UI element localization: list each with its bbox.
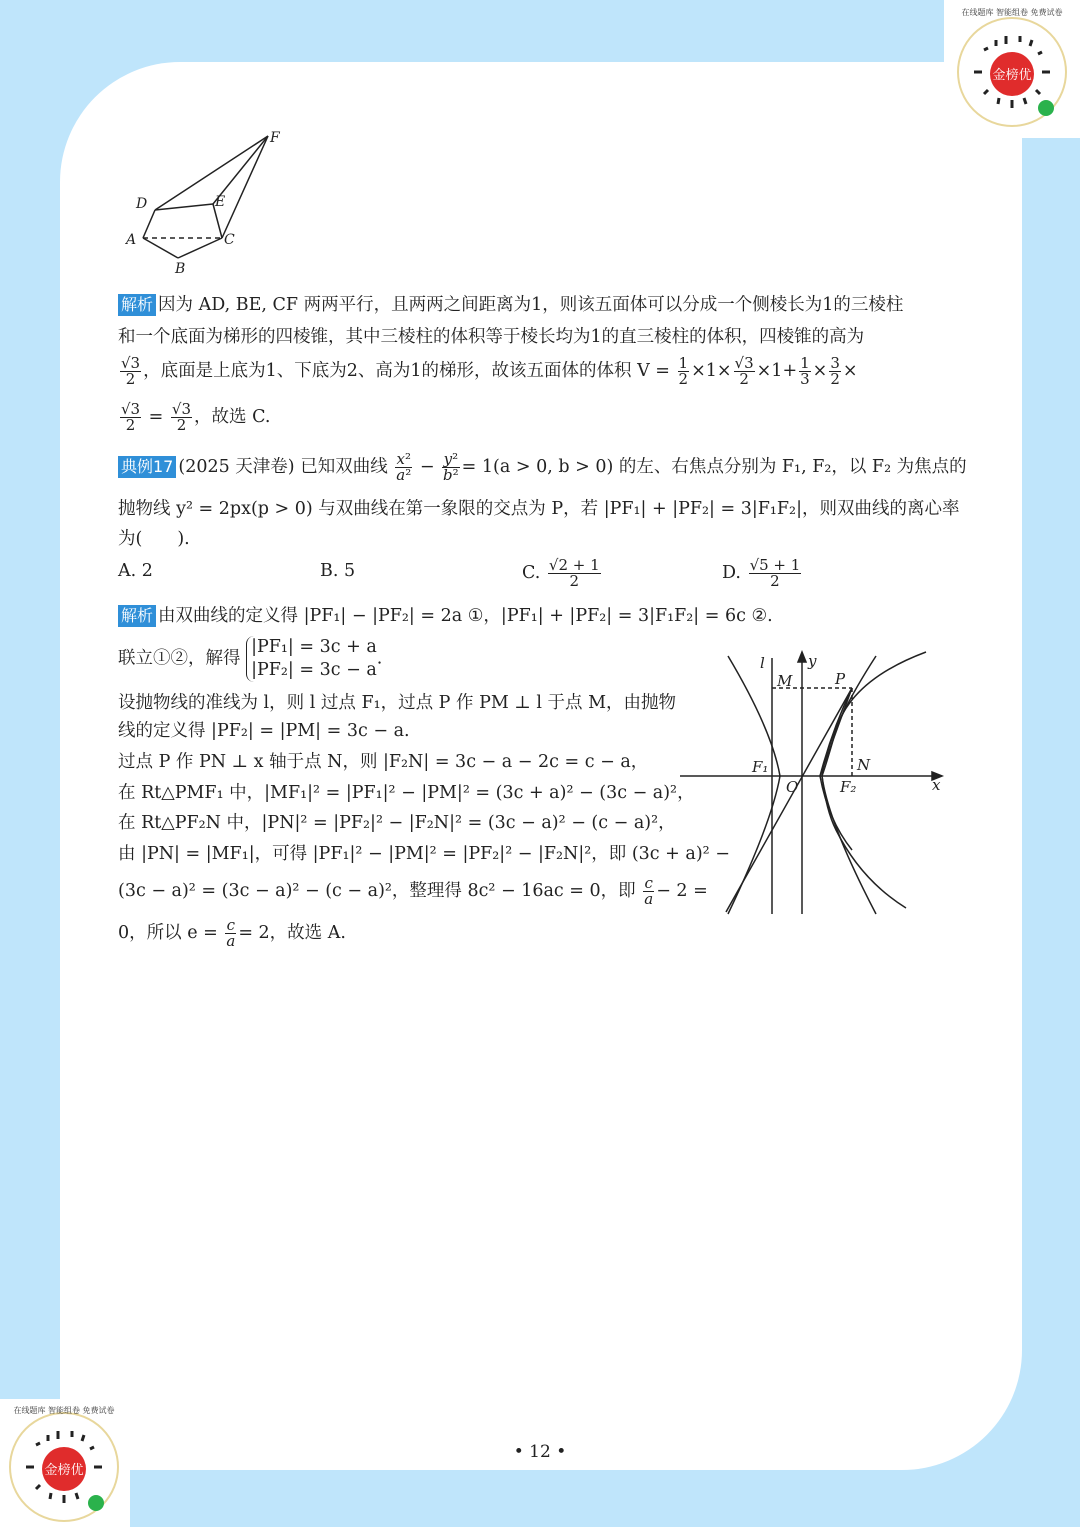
option-c: C. $\frac{√2 + 1}{2}$ [522, 556, 600, 590]
pentahedron-figure [118, 128, 298, 278]
label-B: B [175, 261, 186, 277]
qr-code-icon [0, 1399, 130, 1527]
option-d: D. $\frac{√5 + 1}{2}$ [722, 556, 801, 590]
qr-code-bottom[interactable] [0, 1399, 130, 1527]
qr-code-icon [944, 0, 1080, 138]
qr-arc-text: 在线题库 智能组卷 免费试卷 [13, 1406, 115, 1415]
option-a: A. 2 [118, 561, 153, 581]
sol2-line1: 解析 由双曲线的定义得 |PF₁| − |PF₂| = 2a ①，|PF₁| + |PF₂| = 3|F₁F₂| = 6c ②. [118, 603, 773, 629]
page-number: • 12 • [513, 1442, 567, 1462]
qr-code-top[interactable] [944, 0, 1080, 138]
ex17-line3: 为( ). [118, 529, 190, 549]
qr-badge-text: 金榜优 [44, 1463, 84, 1478]
label-F2: F₂ [840, 778, 857, 796]
sol2-line10: 0，所以 e = $\frac{c}{a}$ = 2，故选 A. [118, 916, 346, 950]
label-F1: F₁ [752, 758, 769, 776]
label-D: D [136, 196, 148, 212]
sol2-line3: 设抛物线的准线为 l，则 l 过点 F₁，过点 P 作 PM ⊥ l 于点 M，由抛物 [118, 693, 676, 713]
label-M: M [777, 672, 793, 690]
label-y: y [808, 652, 817, 670]
label-C: C [224, 232, 235, 248]
label-E: E [215, 194, 226, 210]
qr-badge-text: 金榜优 [992, 68, 1032, 83]
ex17-line1: 典例17 (2025 天津卷) 已知双曲线 $\frac{\text{x²}}{\text{a²}}$ − $\frac{\text{y²}}{\text{b²}}$ = 1(a > 0, b > 0) 的左、右焦点分别为 F₁, F₂，以 F₂ 为焦点的 [118, 452, 967, 483]
sol2-line8: 由 |PN| = |MF₁|，可得 |PF₁|² − |PM|² = |PF₂|² − |F₂N|²，即 (3c + a)² − [118, 844, 730, 864]
option-b: B. 5 [320, 561, 356, 581]
sol1-line4: $\frac{√3}{2}$ = $\frac{√3}{2}$ ，故选 C. [121, 400, 271, 434]
sol2-line7: 在 Rt△PF₂N 中，|PN|² = |PF₂|² − |F₂N|² = (3c − a)² − (c − a)²， [118, 813, 676, 833]
sol2-line2: 联立①②，解得 |PF₁| = 3c + a |PF₂| = 3c − a . [118, 637, 383, 680]
ex17-line2: 抛物线 y² = 2px(p > 0) 与双曲线在第一象限的交点为 P，若 |PF₁| + |PF₂| = 3|F₁F₂|，则双曲线的离心率 [118, 499, 960, 519]
sol2-line5: 过点 P 作 PN ⊥ x 轴于点 N，则 |F₂N| = 3c − a − 2c = c − a， [118, 752, 649, 772]
label-l: l [760, 654, 765, 672]
hyperbola-figure [676, 650, 946, 920]
label-x: x [932, 776, 941, 794]
sol2-line4: 线的定义得 |PF₂| = |PM| = 3c − a. [118, 721, 410, 741]
sol2-line6: 在 Rt△PMF₁ 中，|MF₁|² = |PF₁|² − |PM|² = (3c + a)² − (3c − a)²， [118, 783, 695, 803]
label-A: A [126, 232, 137, 248]
label-N: N [857, 756, 871, 774]
label-F: F [270, 130, 280, 146]
sol1-line1: 解析 因为 AD, BE, CF 两两平行，且两两之间距离为1，则该五面体可以分成一个侧棱长为1的三棱柱 [118, 292, 903, 318]
qr-arc-text: 在线题库 智能组卷 免费试卷 [961, 8, 1063, 17]
label-P: P [835, 670, 846, 688]
example-tag: 典例17 [118, 456, 176, 478]
solution-tag: 解析 [118, 605, 156, 627]
sol2-line9: (3c − a)² = (3c − a)² − (c − a)²，整理得 8c² − 16ac = 0，即 $\frac{c}{a}$ − 2 = [118, 874, 708, 908]
sol1-line3: $\frac{√3}{2}$ ，底面是上底为1、下底为2、高为1的梯形，故该五面体的体积 V = $\frac{1}{2}$ ×1× $\frac{√3}{2}$ ×1+ $\frac{1}{3}$ × $\frac{3}{2}$ × [121, 354, 858, 388]
sol1-line2: 和一个底面为梯形的四棱锥，其中三棱柱的体积等于棱长均为1的直三棱柱的体积，四棱锥的高为 [118, 327, 865, 347]
solution-tag: 解析 [118, 294, 156, 316]
label-O: O [786, 778, 799, 796]
